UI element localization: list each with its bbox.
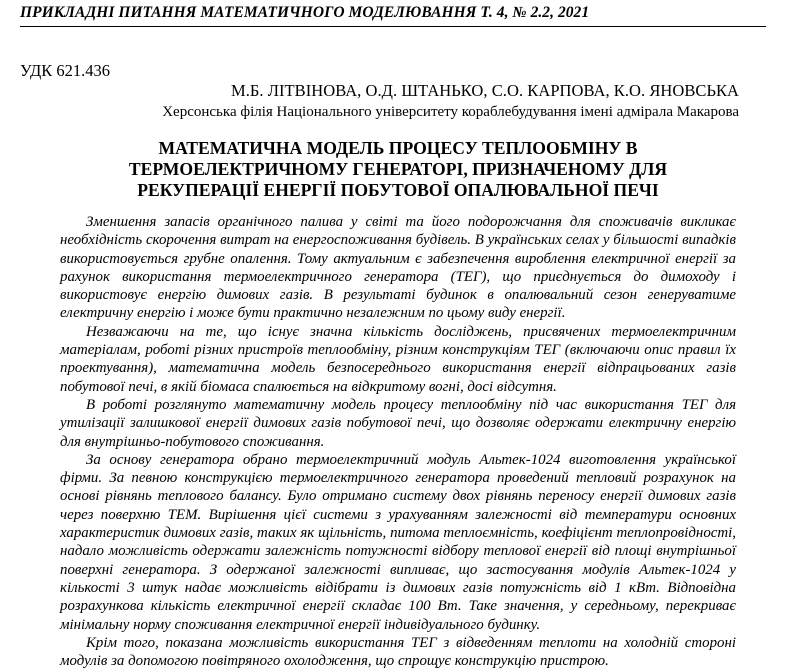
paragraph: Незважаючи на те, що існує значна кількість досліджень, присвячених термоелектричним матеріалам, роботі різних пристроїв теплообміну, різним конструкціям ТЕГ (включаючи опис правил їх проектування), математична модель безпосереднього використання енергії відпрацьованих газів побутової печі, в якій біомаса спалюється на відкритому вогні, досі відсутня.	[60, 323, 736, 395]
title-line: РЕКУПЕРАЦІЇ ЕНЕРГІЇ ПОБУТОВОЇ ОПАЛЮВАЛЬНОЇ ПЕЧІ	[137, 180, 659, 200]
abstract-body	[60, 213, 736, 670]
title-line: ТЕРМОЕЛЕКТРИЧНОМУ ГЕНЕРАТОРІ, ПРИЗНАЧЕНОМУ ДЛЯ	[128, 159, 668, 179]
paragraph: Крім того, показана можливість використання ТЕГ з відведенням теплоти на холодній стороні модулів за допомогою повітряного охолодження, що спрощує конструкцію пристрою.	[60, 634, 736, 670]
paragraph: В роботі розглянуто математичну модель процесу теплообміну під час використання ТЕГ для утилізації залишкової енергії димових газів побутової печі, що дозволяє одержати електричну енергію для внутрішньо-побутового споживання.	[60, 396, 736, 450]
header-rule	[20, 26, 766, 27]
article-title	[60, 138, 736, 201]
affiliation: Херсонська філія Національного університету кораблебудування імені адмірала Макарова	[162, 104, 739, 120]
running-head: ПРИКЛАДНІ ПИТАННЯ МАТЕМАТИЧНОГО МОДЕЛЮВАННЯ Т. 4, № 2.2, 2021	[20, 4, 590, 21]
paragraph: Зменшення запасів органічного палива у світі та його подорожчання для споживачів викликає необхідність скорочення витрат на енергоспоживання будівель. В українських селах у більшості випадків використовується грубне опалення. Тому актуальним є забезпечення вироблення електричної енергії за рахунок використання термоелектричного генератора (ТЕГ), що приєднується до димоходу і використовує енергію димових газів. В результаті будинок в опалювальний сезон генеруватиме електричну енергію і може бути практично незалежним по цьому виду енергії.	[60, 214, 736, 322]
paragraph: За основу генератора обрано термоелектричний модуль Альтек-1024 виготовлення української фірми. За певною конструкцією термоелектричного генератора проведений тепловий розрахунок на основі рівнянь теплового балансу. Було отримано систему двох рівнянь переносу енергії димових газів через поверхню ТЕМ. Вирішення цієї системи з урахуванням залежності від температури основних характеристик димових газів, таких як щільність, питома теплоємність, коефіцієнт теплопровідності, надало можливість одержати залежність потужності відбору теплової енергії від площі внутрішньої поверхні генератора. З одержаної залежності випливає, що застосування модулів Альтек-1024 у кількості 3 штук надає можливість відібрати із димових газів потужність від 1 кВт. Відповідна розрахункова кількість електричної енергії складає 100 Вт. Таке значення, у середньому, перекриває мінімальну норму споживання електричної енергії індивідуального будинку.	[60, 451, 736, 633]
authors: М.Б. ЛІТВІНОВА, О.Д. ШТАНЬКО, С.О. КАРПОВА, К.О. ЯНОВСЬКА	[230, 81, 739, 100]
udc-code: УДК 621.436	[20, 61, 111, 80]
title-line: МАТЕМАТИЧНА МОДЕЛЬ ПРОЦЕСУ ТЕПЛООБМІНУ В	[158, 138, 638, 158]
